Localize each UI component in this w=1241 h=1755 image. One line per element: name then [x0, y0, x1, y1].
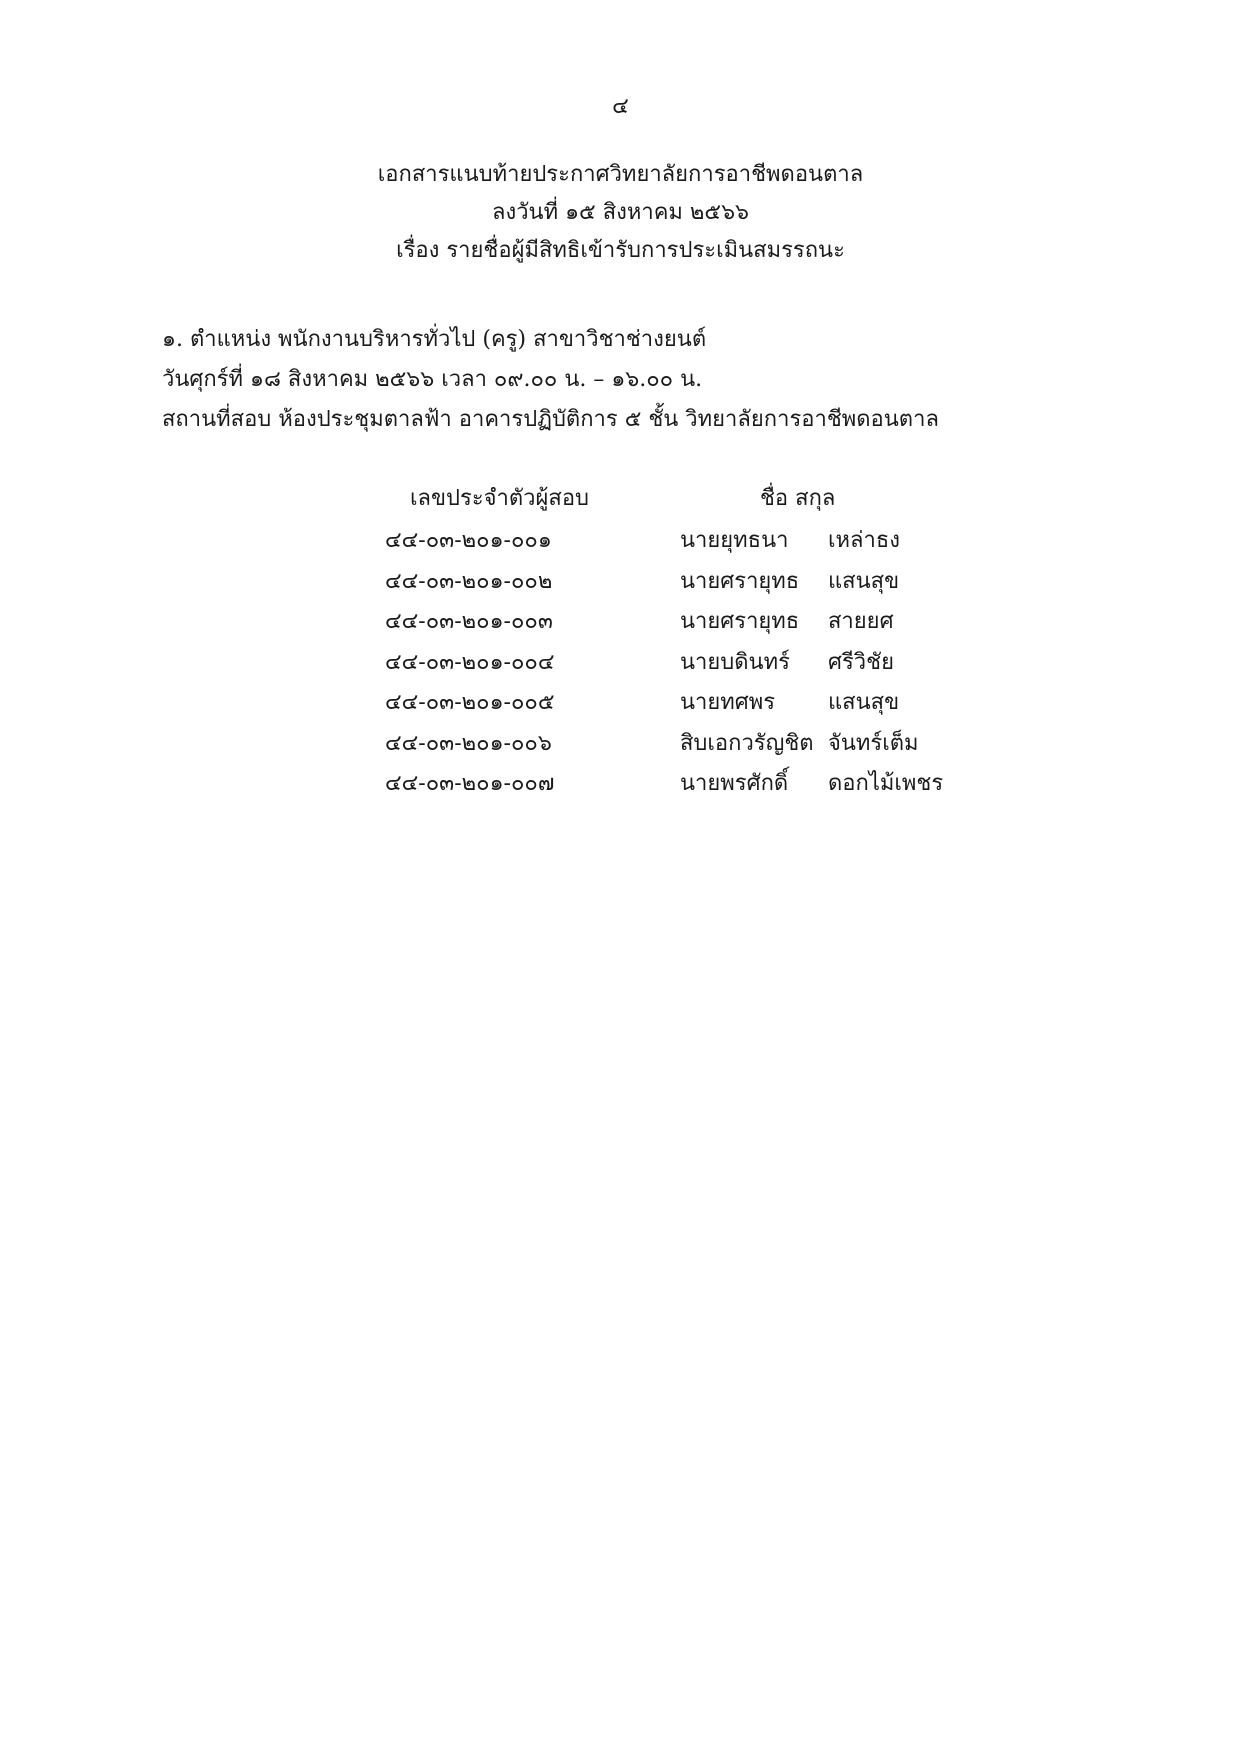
candidate-table — [0, 522, 1241, 806]
page-number: ๔ — [612, 94, 629, 119]
candidate-first-name: นายศรายุทธ — [680, 568, 800, 594]
table-row — [0, 603, 1241, 644]
table-row — [0, 725, 1241, 766]
candidate-id: ๔๔-๐๓-๒๐๑-๐๐๒ — [385, 568, 553, 594]
table-row — [0, 563, 1241, 604]
candidate-id: ๔๔-๐๓-๒๐๑-๐๐๑ — [385, 528, 552, 553]
candidate-last-name: แสนสุข — [828, 690, 900, 715]
document-header — [0, 156, 1241, 270]
candidate-last-name: จันทร์เต็ม — [828, 730, 919, 756]
section-venue: สถานที่สอบ ห้องประชุมตาลฟ้า อาคารปฏิบัติการ ๕ ชั้น วิทยาลัยการอาชีพดอนตาล — [162, 407, 939, 432]
table-row — [0, 644, 1241, 685]
candidate-first-name: สิบเอกวรัญชิต — [680, 730, 814, 756]
candidate-last-name: สายยศ — [828, 609, 894, 634]
table-row — [0, 765, 1241, 806]
candidate-first-name: นายศรายุทธ — [680, 609, 800, 634]
section-datetime: วันศุกร์ที่ ๑๘ สิงหาคม ๒๕๖๖ เวลา ๐๙.๐๐ น. – ๑๖.๐๐ น. — [162, 367, 703, 392]
candidate-id: ๔๔-๐๓-๒๐๑-๐๐๗ — [385, 771, 555, 796]
exam-section — [162, 320, 1162, 440]
candidate-first-name: นายทศพร — [680, 690, 776, 715]
candidate-last-name: เหล่าธง — [828, 528, 901, 553]
table-row — [0, 684, 1241, 725]
column-header-name: ชื่อ สกุล — [760, 486, 836, 511]
header-date: ลงวันที่ ๑๕ สิงหาคม ๒๕๖๖ — [491, 200, 750, 225]
candidate-last-name: ดอกไม้เพชร — [828, 771, 944, 796]
table-row — [0, 522, 1241, 563]
candidate-last-name: แสนสุข — [828, 568, 900, 594]
candidate-last-name: ศรีวิชัย — [828, 649, 894, 675]
candidate-id: ๔๔-๐๓-๒๐๑-๐๐๔ — [385, 649, 555, 675]
header-title: เอกสารแนบท้ายประกาศวิทยาลัยการอาชีพดอนตาล — [377, 162, 864, 187]
candidate-id: ๔๔-๐๓-๒๐๑-๐๐๖ — [385, 730, 552, 756]
candidate-id: ๔๔-๐๓-๒๐๑-๐๐๕ — [385, 690, 555, 715]
column-header-id: เลขประจำตัวผู้สอบ — [410, 486, 590, 511]
candidate-first-name: นายพรศักดิ์ — [680, 771, 789, 796]
header-subject: เรื่อง รายชื่อผู้มีสิทธิเข้ารับการประเมินสมรรถนะ — [396, 238, 845, 263]
candidate-id: ๔๔-๐๓-๒๐๑-๐๐๓ — [385, 609, 553, 634]
candidate-first-name: นายยุทธนา — [680, 528, 789, 553]
section-position: ๑. ตำแหน่ง พนักงานบริหารทั่วไป (ครู) สาขาวิชาช่างยนต์ — [162, 327, 707, 352]
candidate-first-name: นายบดินทร์ — [680, 649, 790, 675]
